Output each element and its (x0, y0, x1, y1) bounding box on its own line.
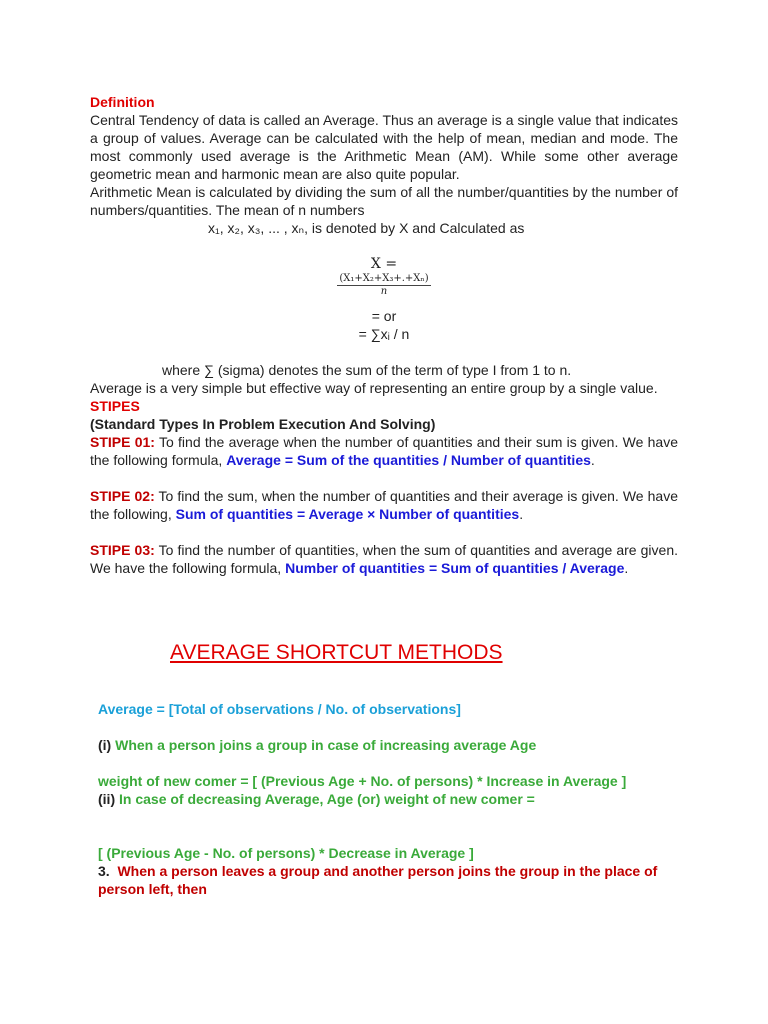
document-body (90, 93, 678, 577)
mean-formula (90, 255, 678, 343)
stipe-02-label: STIPE 02: (90, 488, 155, 504)
stipes-subheading: (Standard Types In Problem Execution And Solving) (90, 416, 436, 432)
case-iii-label: 3. (98, 863, 110, 879)
formula-numerator: (X₁+X₂+X₃+.+Xₙ) (339, 273, 429, 284)
stipe-01-label: STIPE 01: (90, 434, 155, 450)
average-formula: Average = [Total of observations / No. of observations] (98, 701, 461, 717)
stipe-03-text: To find the number of quantities, when the sum of quantities and average are given. We have the following formula, (90, 542, 678, 576)
shortcut-title: AVERAGE SHORTCUT METHODS (170, 641, 503, 664)
case-i-label: (i) (98, 737, 112, 753)
sigma-explanation: where ∑ (sigma) denotes the sum of the term of type I from 1 to n. (162, 362, 572, 378)
shortcut-section (90, 640, 690, 898)
definition-paragraph: Central Tendency of data is called an Average. Thus an average is a single value that indicates a group of values. Average can be calculated with the help of mean, median and mode. The most commonly used average is the Arithmetic Mean (AM). While some other average geometric mean and harmonic mean are also quite popular. (90, 112, 678, 182)
stipe-01: STIPE 01: To find the average when the number of quantities and their sum is given. We have the following formula, Average = Sum of the quantities / Number of quantities. (90, 434, 678, 468)
stipe-01-formula: Average = Sum of the quantities / Number of quantities (226, 452, 591, 468)
formula-sum: = ∑xᵢ / n (358, 326, 410, 342)
stipe-03-label: STIPE 03: (90, 542, 155, 558)
stipe-01-text: To find the average when the number of quantities and their sum is given. We have the following formula, (90, 434, 678, 468)
case-i-text: When a person joins a group in case of increasing average Age (115, 737, 537, 753)
case-iii (90, 862, 658, 898)
case-ii-label: (ii) (98, 791, 116, 807)
formula-x-label: X = (370, 256, 398, 272)
case-ii-formula: [ (Previous Age - No. of persons) * Decrease in Average ] (98, 845, 474, 861)
case-iii-text: When a person leaves a group and another person joins the group in the place of person left, then (98, 863, 658, 897)
formula-denominator: n (380, 286, 388, 297)
stipe-02-text: To find the sum, when the number of quantities and their average is given. We have the following, (90, 488, 678, 522)
stipe-02: STIPE 02: To find the sum, when the number of quantities and their average is given. We have the following, Sum of quantities = Average × Number of quantities. (90, 488, 678, 522)
definition-heading: Definition (90, 94, 155, 110)
stipe-02-formula: Sum of quantities = Average × Number of quantities (175, 506, 520, 522)
case-i (90, 736, 690, 754)
stipe-03: STIPE 03: To find the number of quantities, when the sum of quantities and average are given. We have the following formula, Number of quantities = Sum of quantities / Average. (90, 542, 678, 576)
case-ii-text: In case of decreasing Average, Age (or) weight of new comer = (119, 791, 535, 807)
stipe-03-formula: Number of quantities = Sum of quantities / Average (285, 560, 625, 576)
case-i-formula: weight of new comer = [ (Previous Age + No. of persons) * Increase in Average ] (98, 773, 627, 789)
case-ii (90, 790, 690, 808)
numbers-sequence-text: x₁, x₂, x₃, ... , xₙ, is denoted by X and Calculated as (208, 220, 525, 236)
average-simple-text: Average is a very simple but effective way of representing an entire group by a single value. (90, 380, 658, 396)
arithmetic-mean-paragraph: Arithmetic Mean is calculated by dividing the sum of all the number/quantities by the number of numbers/quantities. The mean of n numbers (90, 184, 678, 218)
stipes-heading: STIPES (90, 398, 140, 414)
formula-fraction (337, 273, 430, 298)
formula-or: = or (371, 308, 397, 324)
